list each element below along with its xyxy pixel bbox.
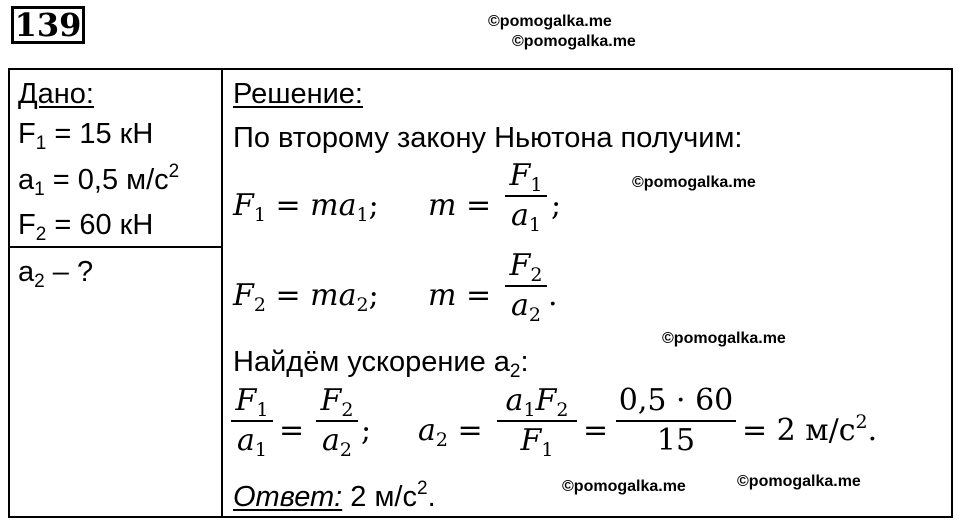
fraction-f1-a1-b: $F_1$ $a_1$ bbox=[231, 385, 273, 457]
fraction-a1f2-f1: $a_1F_2$ $F_1$ bbox=[497, 385, 577, 457]
given-a1: $a_1 = 0,5$ $м/с^2$ bbox=[18, 161, 180, 200]
equals-sign: = bbox=[279, 413, 305, 448]
find-acceleration: Найдём ускорение $a_2$: bbox=[233, 346, 529, 382]
semicolon: ; bbox=[361, 413, 372, 448]
equation-f2: $F_2 = ma_2$; bbox=[233, 278, 379, 316]
column-divider bbox=[221, 68, 223, 518]
watermark: ©pomogalka.me bbox=[737, 473, 861, 490]
equation-f1: $F_1 = ma_1$; bbox=[233, 188, 379, 226]
equation-m1-lhs: m = bbox=[428, 188, 492, 223]
solution-intro: По второму закону Ньютона получим: bbox=[233, 122, 743, 154]
watermark: ©pomogalka.me bbox=[632, 174, 756, 191]
watermark: ©pomogalka.me bbox=[562, 478, 686, 495]
equation-m2-lhs: m = bbox=[428, 278, 492, 313]
solution-heading: Решение: bbox=[233, 78, 363, 110]
fraction-calc: 0,5 · 60 15 bbox=[616, 385, 736, 457]
semicolon: ; bbox=[551, 188, 562, 223]
watermark: ©pomogalka.me bbox=[488, 13, 612, 30]
fraction-f2-a2: $F_2$ $a_2$ bbox=[505, 250, 547, 322]
fraction-f2-a2-b: $F_2$ $a_2$ bbox=[316, 385, 358, 457]
given-f2: $F_2 = 60$ кН bbox=[18, 209, 154, 245]
given-divider bbox=[8, 246, 222, 248]
watermark: ©pomogalka.me bbox=[662, 330, 786, 347]
given-find: $a_2$ – ? bbox=[18, 256, 94, 292]
watermark: ©pomogalka.me bbox=[512, 33, 636, 50]
given-f1: $F_1 = 15$ кН bbox=[18, 118, 154, 154]
equation-a2-lhs: $a_2$ = bbox=[418, 413, 483, 451]
period: . bbox=[548, 278, 558, 313]
problem-number: 139 bbox=[11, 6, 85, 44]
result: = 2 $м/с^2$. bbox=[742, 411, 878, 448]
equals-sign: = bbox=[583, 413, 609, 448]
given-heading: Дано: bbox=[18, 78, 94, 110]
fraction-f1-a1: $F_1$ $a_1$ bbox=[505, 160, 547, 232]
answer: Ответ: 2 $м/с^2$. bbox=[233, 478, 436, 513]
